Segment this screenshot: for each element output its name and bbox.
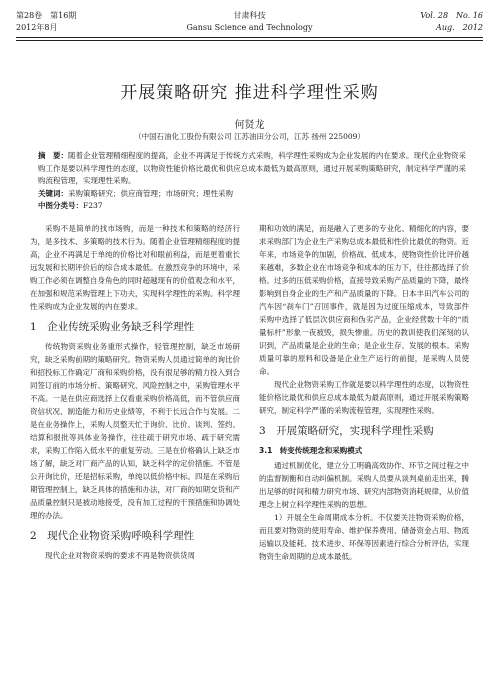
list-item-1: 1）开展全生命周期成本分析。不仅要关注物资采购价格，而且要对物资的使用寿命、维护保养费用、储备资金占用、物流运输以及能耗、技术进步、环保等因素进行综合分析评估，实现物资生命周期的总成本最低。: [259, 513, 469, 561]
keywords: [38, 188, 466, 201]
subsection-3-1-paragraph: 通过机制优化，建立分工明确高效协作、环节之间过程之中的监督制衡和自动纠偏机制。采购人员要从谈判桌前走出来，腾出足够的时间和精力研究市场、研究内部物资消耗规律，从价值理念上树立科学理性采购的思想。: [259, 461, 469, 509]
section-2-heading: 2 现代企业物资采购呼唤科学理性: [30, 530, 195, 542]
section-2-summary-paragraph: 现代企业物资采购工作就是要以科学理性的态度，以物资性能价格比最优和供应总成本最低为最高原则，通过开展采购策略研究，制定科学严谨的采购流程管理，实现理性采购。: [259, 380, 469, 415]
classification-label: 中图分类号：: [38, 201, 83, 210]
running-header: [16, 8, 483, 46]
issue-date: 2012年8月: [16, 23, 58, 32]
abstract-text: 随着企业管理精细程度的提高，企业不再满足于传统方式采购，科学理性采购成为企业发展的内在要求。现代企业物资采购工作是要以科学理性的态度，以物资性能价格比最优和供应总成本最低为最高原则，通过开展采购策略研究，制定科学严谨的采购流程管理，实现理性采购。: [38, 151, 467, 185]
article-title: 开展策略研究 推进科学理性采购: [120, 83, 379, 103]
keywords-text: 采购策略研究；供应商管理；市场研究；理性采购: [68, 188, 233, 198]
keywords-label: 关键词：: [38, 188, 68, 198]
right-column: [259, 222, 469, 563]
header-rule-thick: [16, 37, 483, 38]
volume-issue-en: Vol. 28 No. 16: [420, 11, 483, 20]
left-column: [30, 222, 240, 562]
classification: [38, 200, 466, 213]
section-2-paragraph: 现代企业对物资采购的要求不再是物资供货周: [45, 551, 195, 560]
journal-name-cn: 甘肃科技: [233, 11, 266, 20]
journal-issue-en: [420, 10, 483, 34]
section-1-heading: 1 企业传统采购业务缺乏科学理性: [30, 321, 195, 333]
abstract: [38, 150, 466, 188]
journal-name: [16, 10, 483, 34]
issue-date-en: Aug. 2012: [436, 23, 483, 32]
section-1-paragraph: 传统物资采购业务重形式操作，轻管理控制，缺乏市场研究，缺乏采购前期的策略研究。物资采购人员通过简单的询比价和招投标工作确定厂商和采购价格，没有很足够的精力投入到合同签订前的市场分析、策略研究、风险控制之中，采购管理水平不高。一是在供应商选择上仅看重采购价格高低，而不管供应商资信状况、制造能力和历史业绩等，不利于长远合作与发展。二是在业务操作上，采购人员整天忙于询价、比价、谈判、签约、结算和报批等具体业务操作，往往疏于研究市场、疏于研究需求，采购工作陷入低水平的重复劳动。三是在价格确认上缺乏市场了解，缺乏对厂商产品的认知，缺乏科学的定价措施。不管是公开询比价，还是招标采购，单纯以低价格中标。四是在采购后期管理控制上，缺乏具体的措施和办法，对厂商的如期交货和产品质量控制只是被动地接受，没有加工过程的干预措施和协调处理的办法。: [30, 342, 240, 520]
article-author: 何贤龙: [234, 120, 265, 131]
classification-code: F237: [83, 201, 103, 210]
abstract-label: 摘 要：: [38, 151, 69, 160]
header-rule-thin: [16, 40, 483, 41]
abstract-block: [38, 150, 466, 213]
intro-paragraph: 采购不是简单的找市场购，而是一种技术和策略的经济行为，是多技术、多策略的技术行为。随着企业管理精细程度的提高，企业不再满足于单纯的价格比对和眼前利益，而是更着重长远发展和长期评价后的综合成本最低。在激烈竞争的环境中，采购工作必须在调整自身角色的同时超越现有的价值观念和水平，在加强和规范采购管理上下功夫，实现科学理性的采购。科学理性采购成为企业发展的内在要求。: [30, 224, 240, 311]
volume-issue: 第28卷 第16期: [16, 11, 77, 20]
section-3-heading: 3 开展策略研究，实现科学理性采购: [259, 425, 434, 437]
author-affiliation: （中国石油化工股份有限公司 江苏油田分公司，江苏 扬州 225009）: [134, 132, 365, 141]
journal-name-en: Gansu Science and Technology: [186, 23, 313, 32]
continued-paragraph: 期和功效的满足，而是融入了更多的专业化、精细化的内容，要求采购部门为企业生产采购总成本最低和性价比最优的物资。近年来，市场竞争的加剧，价格战、低成本，使物资性价比评价越来越难，多数企业在市场竞争和成本的压力下，往往都选择了价格。过多的压低采购价格，直接导致采购产品质量的下降，最终影响到自身企业的生产和产品质量的下降。日本丰田汽车公司的汽车因“刹车门”召回事件，就是因为过度压缩成本，导致部件采购中选择了低层次供应商和伪劣产品，企业经营数十年的“质量标杆”形象一夜被毁，损失惨重。历史的教训使我们深刻的认识到，产品质量是企业的生命；是企业生存、发展的根本。采购质量可靠的原料和设备是企业生产运行的前提，是采购人员使命。: [259, 224, 469, 376]
subsection-3-1-heading: 3.1 转变传统理念和采购模式: [259, 446, 363, 455]
